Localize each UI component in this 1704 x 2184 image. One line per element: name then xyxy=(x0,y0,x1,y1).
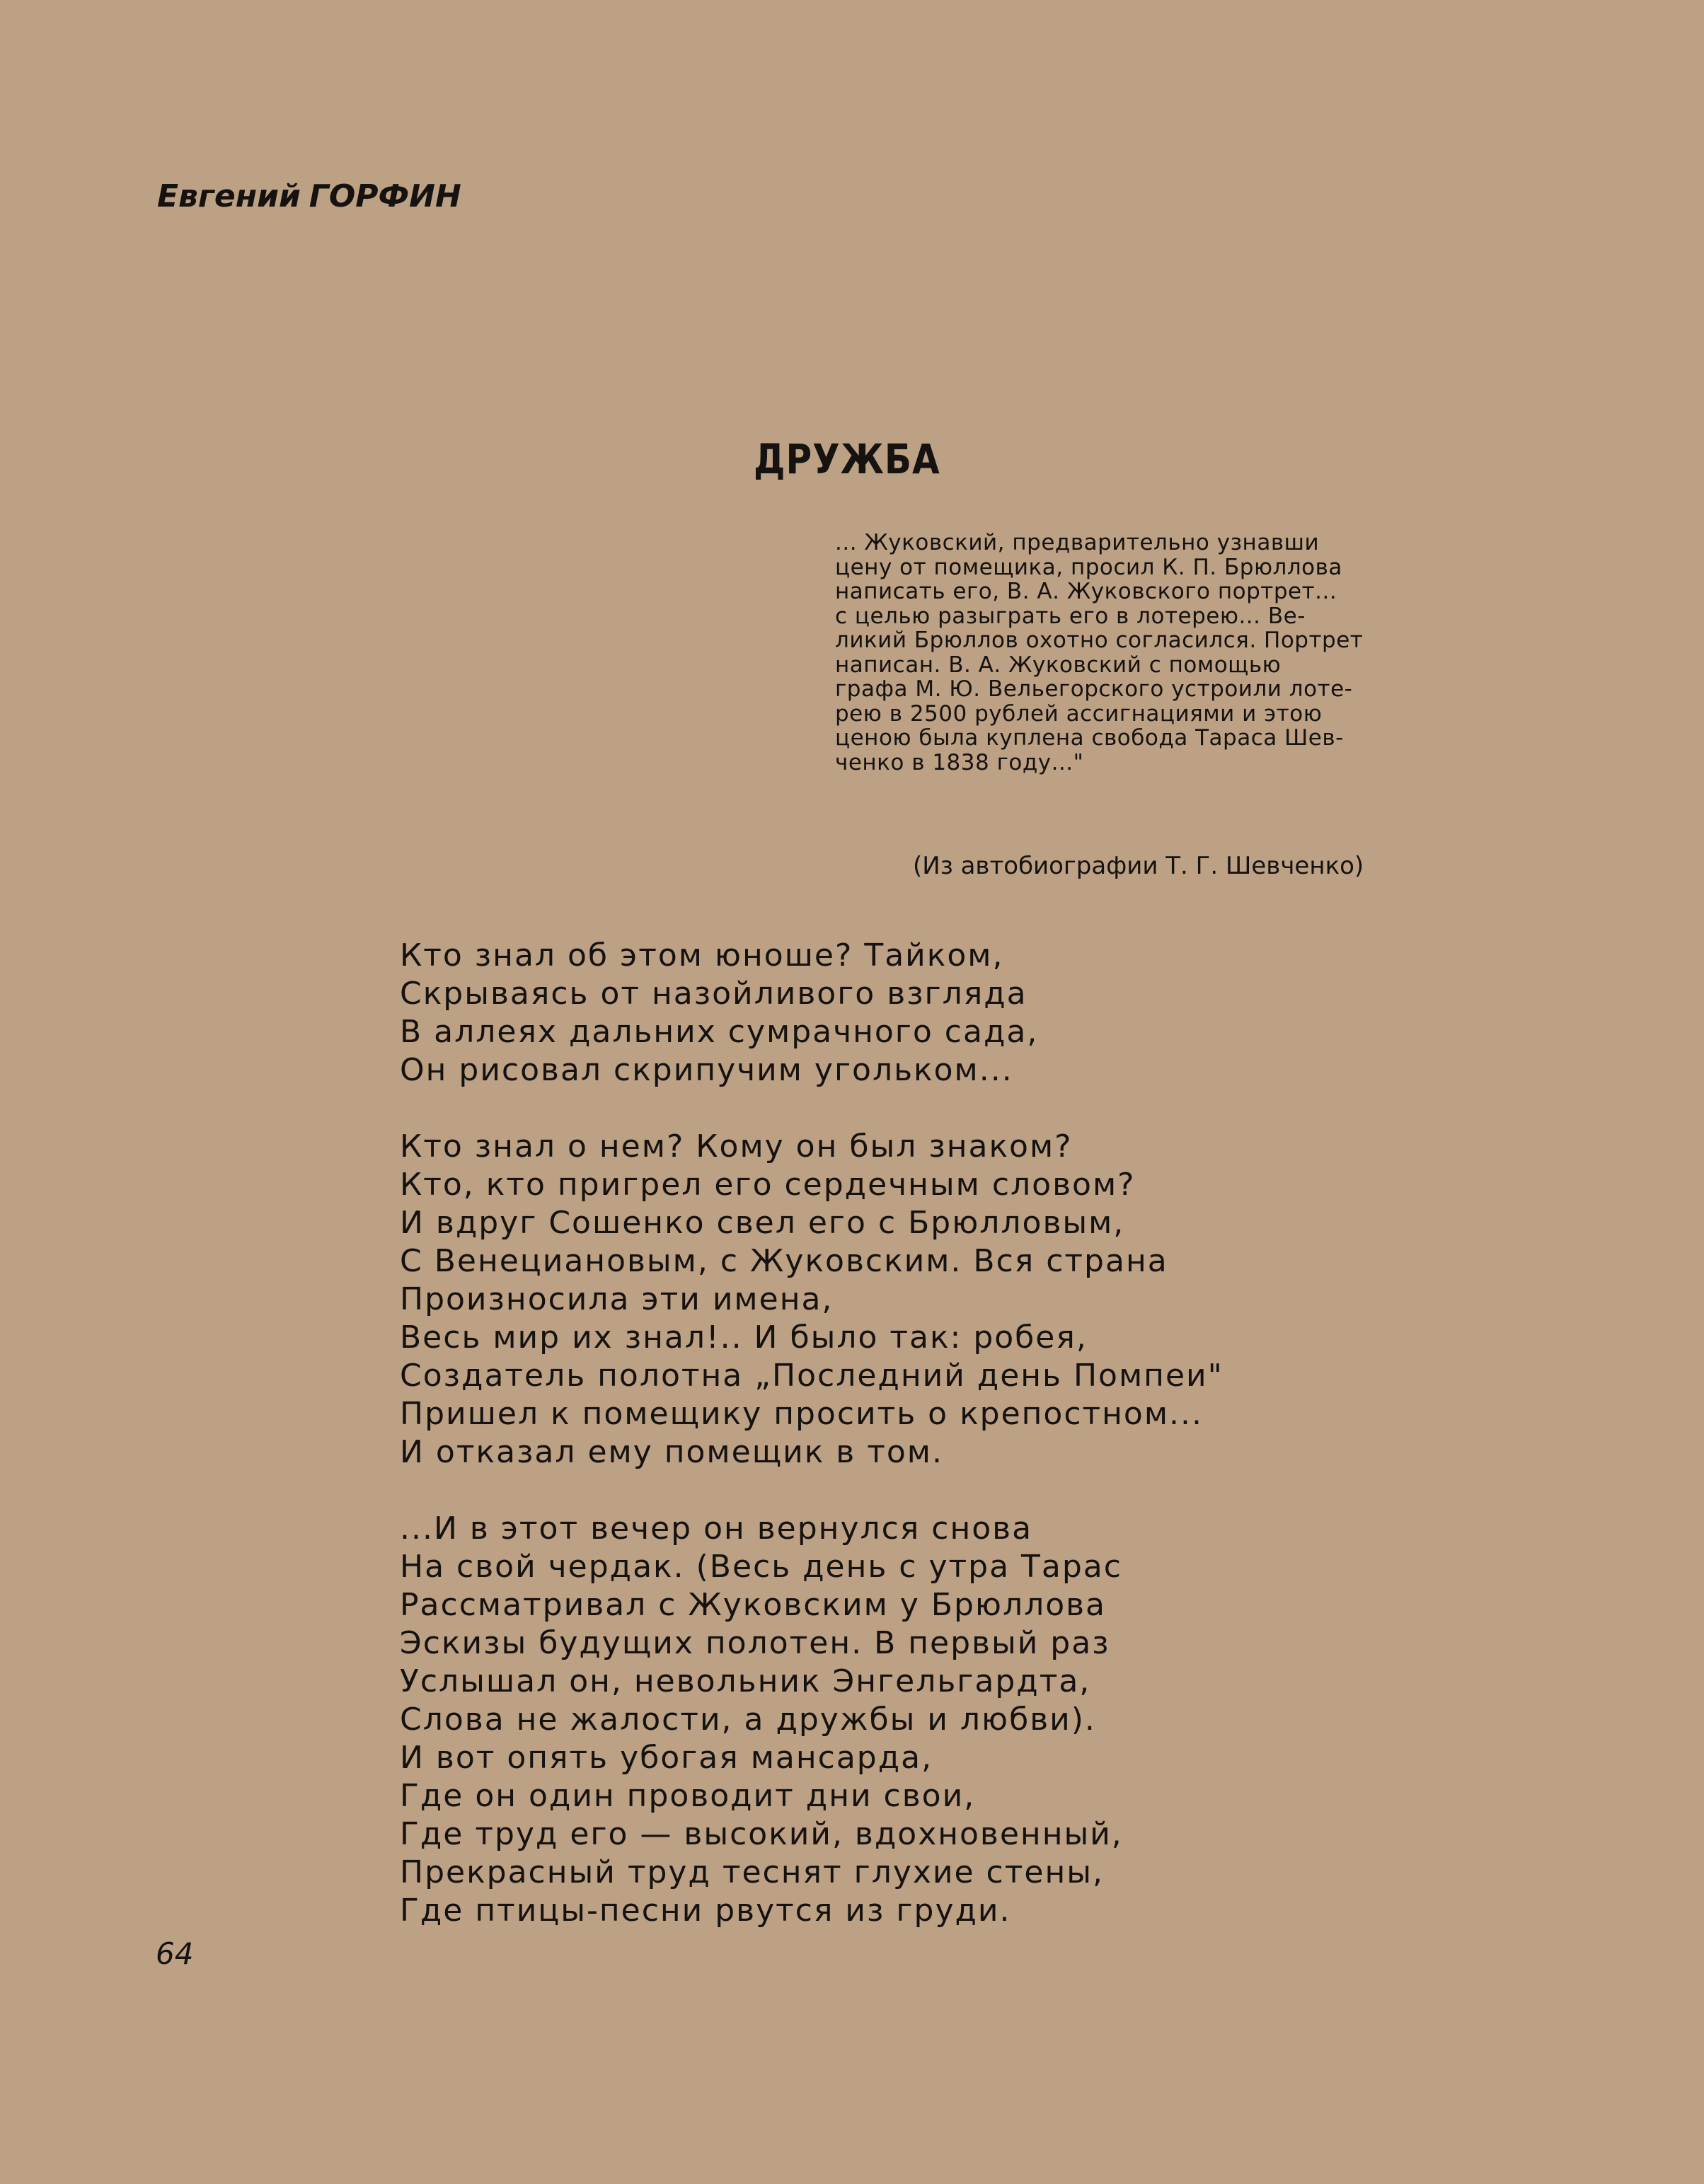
poem-line: В аллеях дальних сумрачного сада, xyxy=(400,1014,1039,1050)
epigraph-line: цену от помещика, просил К. П. Брюллова xyxy=(835,554,1342,580)
stanza-2 xyxy=(400,1128,1224,1472)
poem-line: Где труд его — высокий, вдохновенный, xyxy=(400,1816,1123,1852)
stanza-3 xyxy=(400,1510,1224,1930)
epigraph-line: написать его, В. А. Жуковского портрет... xyxy=(835,579,1337,604)
poem-line: Пришел к помещику просить о крепостном... xyxy=(400,1396,1203,1432)
poem-line: Он рисовал скрипучим угольком... xyxy=(400,1052,1013,1088)
poem-line: Кто знал о нем? Кому он был знаком? xyxy=(400,1128,1073,1165)
poem-line: Прекрасный труд теснят глухие стены, xyxy=(400,1854,1104,1890)
epigraph-line: рею в 2500 рублей ассигнациями и этою xyxy=(835,700,1323,727)
poem-body xyxy=(400,937,1224,1930)
poem-line: И вдруг Сошенко свел его с Брюлловым, xyxy=(400,1205,1125,1241)
author-name xyxy=(157,178,461,214)
poem-line: Кто, кто пригрел его сердечным словом? xyxy=(400,1167,1136,1203)
poem-line: С Венециановым, с Жуковским. Вся страна xyxy=(400,1243,1168,1279)
author-surname: ГОРФИН xyxy=(309,178,461,214)
poem-title: ДРУЖБА xyxy=(754,436,940,483)
poem-line: Весь мир их знал!.. И было так: робея, xyxy=(400,1319,1088,1356)
poem-line: ...И в этот вечер он вернулся снова xyxy=(400,1510,1033,1547)
epigraph-line: ценою была куплена свобода Тараса Шев- xyxy=(835,725,1344,751)
page-number: 64 xyxy=(156,1936,194,1971)
poem-line: Эскизы будущих полотен. В первый раз xyxy=(400,1625,1110,1661)
poem-line: И вот опять убогая мансарда, xyxy=(400,1740,933,1776)
epigraph-source: (Из автобиографии Т. Г. Шевченко) xyxy=(913,852,1364,880)
poem-line: Слова не жалости, а дружбы и любви). xyxy=(400,1701,1096,1738)
epigraph-line: графа М. Ю. Вельегорского устроили лоте- xyxy=(835,676,1353,702)
epigraph-line: написан. В. А. Жуковский с помощью xyxy=(835,652,1282,678)
poem-line: На свой чердак. (Весь день с утра Тарас xyxy=(400,1549,1122,1585)
poem-line: Кто знал об этом юноше? Тайком, xyxy=(400,937,1004,973)
epigraph xyxy=(835,531,1532,775)
author-first-name: Евгений xyxy=(157,178,301,214)
epigraph-line: ликий Брюллов охотно согласился. Портрет xyxy=(835,628,1364,653)
poem-line: Где он один проводит дни свои, xyxy=(400,1778,976,1814)
epigraph-line: с целью разыграть его в лотерею... Ве- xyxy=(835,603,1306,629)
poem-line: Услышал он, невольник Энгельгардта, xyxy=(400,1663,1091,1699)
poem-line: И отказал ему помещик в том. xyxy=(400,1434,943,1470)
stanza-1 xyxy=(400,937,1224,1090)
epigraph-line: ченко в 1838 году..." xyxy=(835,749,1084,775)
poem-line: Скрываясь от назойливого взгляда xyxy=(400,976,1027,1012)
poem-line: Где птицы-песни рвутся из груди. xyxy=(400,1893,1011,1929)
poem-line: Рассматривал с Жуковским у Брюллова xyxy=(400,1587,1107,1623)
epigraph-line: ... Жуковский, предварительно узнавши xyxy=(835,530,1320,555)
poem-line: Произносила эти имена, xyxy=(400,1281,834,1317)
poem-line: Создатель полотна „Последний день Помпеи" xyxy=(400,1358,1224,1394)
